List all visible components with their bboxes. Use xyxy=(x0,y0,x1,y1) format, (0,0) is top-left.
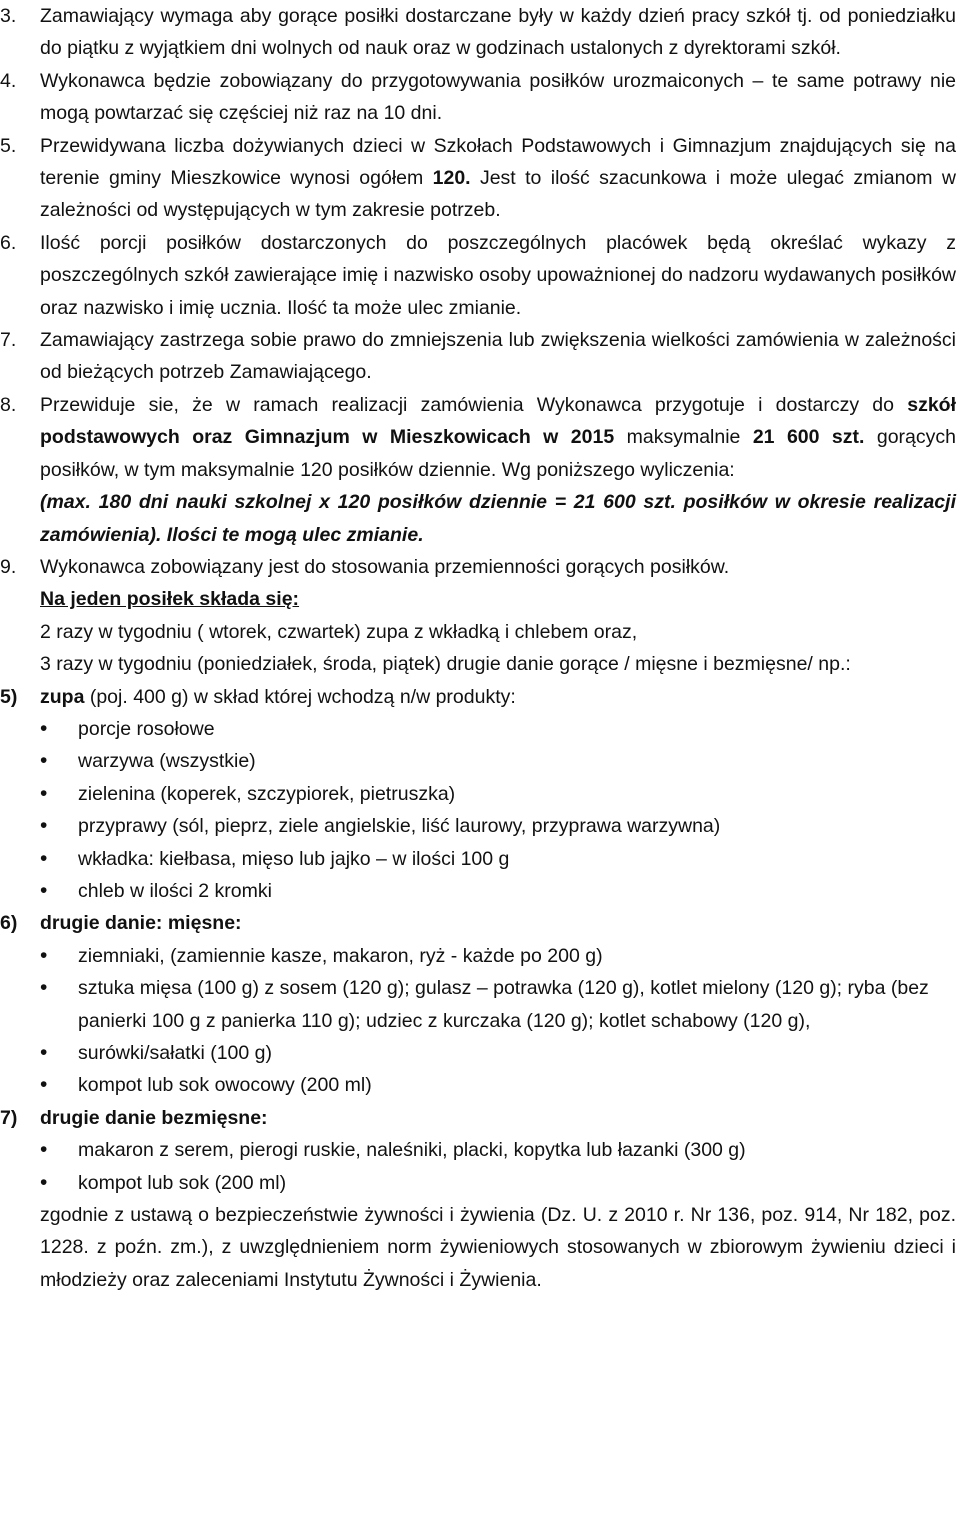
calculation-note: (max. 180 dni nauki szkolnej x 120 posiłków dziennie = 21 600 szt. posiłków w okresie realizacji zamówienia). Ilości te mogą ulec zmianie. xyxy=(40,491,956,546)
item-number: 6. xyxy=(0,231,17,254)
section-number: 6) xyxy=(0,912,18,935)
soup-section xyxy=(0,681,960,713)
section-title: drugie danie: mięsne: xyxy=(40,912,242,935)
item-text: maksymalnie xyxy=(614,426,753,449)
list-item: • zielenina (koperek, szczypiorek, pietruszka) xyxy=(0,778,960,810)
item-text: Przewidywana liczba dożywianych dzieci w Szkołach Podstawowych i Gimnazjum znajdujących się na terenie gminy Mieszkowice wynosi ogółem xyxy=(40,134,956,190)
section-title: zupa xyxy=(40,685,85,708)
item-4 xyxy=(0,65,960,130)
list-item: • kompot lub sok owocowy (200 ml) xyxy=(0,1069,960,1101)
bullet-icon: • xyxy=(40,716,48,740)
item-text: Zamawiający wymaga aby gorące posiłki dostarczane były w każdy dzień pracy szkół tj. od poniedziałku do piątku z wyjątkiem dni wolnych od nauk oraz w godzinach ustalonych z dyrektorami szkół. xyxy=(40,5,956,60)
bullet-icon: • xyxy=(40,878,48,902)
list-item: • przyprawy (sól, pieprz, ziele angielskie, liść laurowy, przyprawa warzywna) xyxy=(0,810,960,842)
item-text: Wykonawca zobowiązany jest do stosowania przemienności gorących posiłków. xyxy=(40,555,730,578)
list-item: • porcje rosołowe xyxy=(0,713,960,745)
schedule-line: 3 razy w tygodniu (poniedziałek, środa, piątek) drugie danie gorące / mięsne i bezmięsne/ np.: xyxy=(40,653,851,676)
bullet-icon: • xyxy=(40,976,48,1000)
item-9 xyxy=(0,551,960,681)
list-item: • ziemniaki, (zamiennie kasze, makaron, ryż - każde po 200 g) xyxy=(0,940,960,972)
bullet-icon: • xyxy=(40,1138,48,1162)
list-item: • kompot lub sok (200 ml) xyxy=(0,1167,960,1199)
bullet-icon: • xyxy=(40,943,48,967)
item-text-bold: 21 600 szt. xyxy=(752,426,865,449)
item-text: Zamawiający zastrzega sobie prawo do zmniejszenia lub zwiększenia wielkości zamówienia w zależności od bieżących potrzeb Zamawiającego. xyxy=(40,329,956,384)
closing-paragraph: zgodnie z ustawą o bezpieczeństwie żywności i żywienia (Dz. U. z 2010 r. Nr 136, poz. 914, Nr 182, poz. 1228. z poźn. zm.), z uwzględnieniem norm żywieniowych stosowanych w zbiorowym żywieniu dzieci i młodzieży oraz zaleceniami Instytutu Żywności i Żywienia. xyxy=(40,1204,956,1291)
section-title: drugie danie bezmięsne: xyxy=(40,1106,268,1129)
list-item: • warzywa (wszystkie) xyxy=(0,745,960,777)
section-desc: (poj. 400 g) w skład której wchodzą n/w produkty: xyxy=(84,685,516,708)
item-text-bold: szkół podstawowych oraz Gimnazjum w Mieszkowicach w 2015 xyxy=(40,393,956,449)
item-text: Przewiduje sie, że w ramach realizacji zamówienia Wykonawca przygotuje i dostarczy do xyxy=(40,393,908,416)
item-number: 4. xyxy=(0,69,17,92)
section-heading: Na jeden posiłek składa się: xyxy=(40,588,300,611)
list-item: • surówki/sałatki (100 g) xyxy=(0,1037,960,1069)
item-number: 3. xyxy=(0,5,17,27)
item-8 xyxy=(0,389,960,551)
item-number: 7. xyxy=(0,329,17,352)
item-number: 9. xyxy=(0,555,17,578)
bullet-icon: • xyxy=(40,749,48,773)
item-text: Jest to ilość szacunkowa i może ulegać zmianom w zależności od występujących w tym zakresie potrzeb. xyxy=(40,167,956,222)
section-number: 5) xyxy=(0,685,18,708)
item-text: Ilość porcji posiłków dostarczonych do poszczególnych placówek będą określać wykazy z poszczególnych szkół zawierające imię i nazwisko osoby upoważnionej do nadzoru wydawanych posiłków oraz nazwisko i imię ucznia. Ilość ta może ulec zmianie. xyxy=(40,231,956,319)
bullet-icon: • xyxy=(40,1073,48,1097)
list-item: • chleb w ilości 2 kromki xyxy=(0,875,960,907)
list-item: • wkładka: kiełbasa, mięso lub jajko – w ilości 100 g xyxy=(0,843,960,875)
section-number: 7) xyxy=(0,1106,18,1129)
bullet-icon: • xyxy=(40,1170,48,1194)
item-number: 5. xyxy=(0,134,17,157)
schedule-line: 2 razy w tygodniu ( wtorek, czwartek) zupa z wkładką i chlebem oraz, xyxy=(40,620,638,643)
item-5 xyxy=(0,130,960,227)
item-text-bold: 120. xyxy=(432,167,471,190)
list-item: • makaron z serem, pierogi ruskie, naleśniki, placki, kopytka lub łazanki (300 g) xyxy=(0,1134,960,1166)
item-number: 8. xyxy=(0,393,17,416)
item-text: Wykonawca będzie zobowiązany do przygotowywania posiłków urozmaiconych – te same potrawy nie mogą powtarzać się częściej niż raz na 10 dni. xyxy=(40,69,956,125)
meat-section xyxy=(0,907,960,939)
bullet-icon: • xyxy=(40,1041,48,1064)
veg-section xyxy=(0,1102,960,1134)
bullet-icon: • xyxy=(40,814,48,838)
item-text: gorących posiłków, w tym maksymalnie 120 posiłków dziennie. Wg poniższego wyliczenia: xyxy=(40,426,956,481)
item-7 xyxy=(0,324,960,389)
bullet-icon: • xyxy=(40,781,48,805)
bullet-icon: • xyxy=(40,846,48,870)
item-6 xyxy=(0,227,960,324)
item-3 xyxy=(0,0,960,65)
list-item: • sztuka mięsa (100 g) z sosem (120 g); gulasz – potrawka (120 g), kotlet mielony (120 g); ryba (bez panierki 100 g z panierka 110 g); udziec z kurczaka (120 g); kotlet schabowy (120 g), xyxy=(0,972,960,1037)
